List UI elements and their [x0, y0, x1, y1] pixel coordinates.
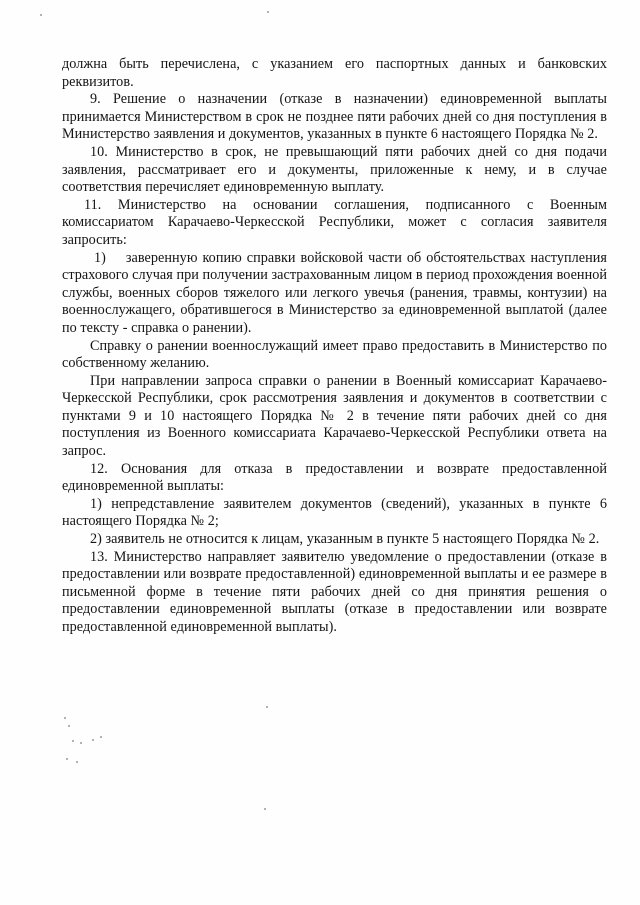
scan-speck — [92, 739, 94, 741]
paragraph-11: 11. Министерство на основании соглашения, подписанного с Военным комиссариатом Карачаево-Черкесской Республики, может с согласия заявителя запросить: — [62, 196, 607, 248]
scan-speck — [100, 736, 102, 738]
scan-speck — [76, 761, 78, 763]
scan-speck — [80, 742, 82, 744]
scan-speck — [40, 14, 42, 16]
paragraph-12: 12. Основания для отказа в предоставлении и возврате предоставленной единовременной выплаты: — [62, 460, 607, 495]
scan-speck — [266, 706, 268, 708]
document-body — [62, 56, 607, 637]
scan-speck — [72, 740, 74, 742]
paragraph-11-item-1: 1) заверенную копию справки войсковой части об обстоятельствах наступления страхового случая при получении застрахованным лицом в период прохождения военной службы, военных сборов тяжелого или легкого увечья (ранения, травмы, контузии) на военнослужащего, обратившегося в Министерство за единовременной выплатой (далее по тексту - справка о ранении). — [62, 249, 607, 336]
paragraph-9: 9. Решение о назначении (отказе в назначении) единовременной выплаты принимается Министерством в срок не позднее пяти рабочих дней со дня поступления в Министерство заявления и документов, указанных в пункте 6 настоящего Порядка № 2. — [62, 91, 607, 143]
paragraph-12-item-1: 1) непредставление заявителем документов (сведений), указанных в пункте 6 настоящего Порядка № 2; — [62, 495, 607, 530]
scan-speck — [66, 758, 68, 760]
paragraph-12-item-2: 2) заявитель не относится к лицам, указанным в пункте 5 настоящего Порядка № 2. — [90, 531, 600, 548]
paragraph-continuation: должна быть перечислена, с указанием его паспортных данных и банковских реквизитов. — [62, 56, 607, 90]
paragraph-10: 10. Министерство в срок, не превышающий пяти рабочих дней со дня подачи заявления, рассматривает его и документы, приложенные к нему, и в случае соответствия перечисляет единовременную выплату. — [62, 143, 607, 196]
scan-speck — [68, 725, 70, 727]
scan-speck — [64, 717, 66, 719]
paragraph-11-request: При направлении запроса справки о ранении в Военный комиссариат Карачаево-Черкесской Республики, срок рассмотрения заявления и документов в соответствии с пунктами 9 и 10 настоящего Порядка № 2 в течение пяти рабочих дней со дня поступления из Военного комиссариата Карачаево-Черкесской Республики ответа на запрос. — [62, 372, 607, 460]
scan-speck — [267, 11, 269, 13]
paragraph-11-wound-certificate: Справку о ранении военнослужащий имеет право предоставить в Министерство по собственному желанию. — [62, 337, 607, 372]
paragraph-13: 13. Министерство направляет заявителю уведомление о предоставлении (отказе в предоставлении или возврате предоставленной) единовременной выплаты и ее размере в письменной форме в течение пяти рабочих дней со дня принятия решения о предоставлении единовременной выплаты (отказе в предоставлении или возврате предоставленной единовременной выплаты). — [62, 548, 607, 635]
scan-speck — [264, 808, 266, 810]
